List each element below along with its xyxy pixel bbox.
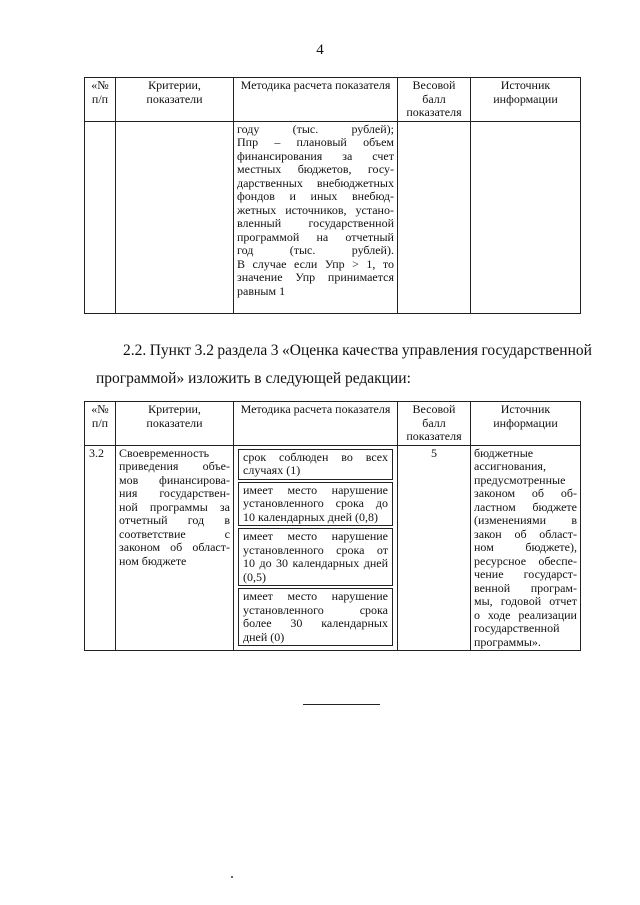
row-source xyxy=(471,445,581,651)
text-line: соответствие с xyxy=(119,526,230,541)
header-num: «№ п/п xyxy=(85,78,116,122)
text-line: (изменениями в xyxy=(474,513,577,527)
text-line: случаях (1) xyxy=(243,463,301,477)
text-line: 10 до 30 календарных дней xyxy=(243,556,388,570)
table-header-row xyxy=(85,78,581,122)
row-weight: 5 xyxy=(398,445,471,651)
text-line: дарственных внебюджетных xyxy=(237,175,394,190)
text-line: мы, годовой отчет xyxy=(474,594,577,608)
text-line: установленного срока до xyxy=(243,496,388,510)
text-line: году (тыс. рублей); xyxy=(237,121,394,136)
text-line: чение государст- xyxy=(474,567,577,581)
text-line: венной програм- xyxy=(474,580,577,595)
text-line: фондов и иных внебюд- xyxy=(237,189,394,203)
text-line: отчетный год в xyxy=(119,513,230,527)
cell-source xyxy=(471,121,581,313)
text-line: имеет место нарушение xyxy=(243,529,388,543)
text-line: срок соблюден во всех xyxy=(243,449,388,464)
cell-weight xyxy=(398,121,471,313)
header-weight: Весовой балл показателя xyxy=(398,78,471,122)
text-line: приведения объе- xyxy=(119,459,230,473)
method-option xyxy=(238,482,393,527)
header-source: Источник информации xyxy=(471,78,581,122)
row-method-options xyxy=(234,445,398,651)
method-continuation xyxy=(234,121,398,313)
text-line: ном бюджете xyxy=(119,553,187,568)
text-line: ния государствен- xyxy=(119,486,230,500)
text-line: ассигнования, xyxy=(474,459,546,473)
text-line: год (тыс. рублей). xyxy=(237,243,394,257)
header-criteria: Критерии, показатели xyxy=(116,402,234,446)
text-line: программы». xyxy=(474,634,541,649)
table-row xyxy=(85,445,581,651)
header-criteria: Критерии, показатели xyxy=(116,78,234,122)
header-method: Методика расчета показателя xyxy=(234,78,398,122)
text-line: В случае если Упр > 1, то xyxy=(237,256,394,271)
header-source: Источник информации xyxy=(471,402,581,446)
text-line: ластном бюджете xyxy=(474,499,577,514)
text-line: законом об об- xyxy=(474,486,577,500)
header-weight: Весовой балл показателя xyxy=(398,402,471,446)
row-number: 3.2 xyxy=(85,445,116,651)
text-line: ном бюджете), xyxy=(474,540,577,554)
table-header-row xyxy=(85,402,581,446)
text-line: финансирования за счет xyxy=(237,148,394,163)
method-option xyxy=(238,449,393,480)
paragraph-line-2: программой» изложить в следующей редакции: xyxy=(96,370,411,387)
page-number: 4 xyxy=(316,42,324,58)
text-line: имеет место нарушение xyxy=(243,589,388,603)
text-line: предусмотренные xyxy=(474,472,566,487)
text-line: дней (0) xyxy=(243,629,285,644)
text-line: местных бюджетов, госу- xyxy=(237,162,394,176)
scan-speck xyxy=(231,876,233,878)
header-method: Методика расчета показателя xyxy=(234,402,398,446)
text-line: значение Упр принимается xyxy=(237,270,394,284)
indicator-table-new xyxy=(84,401,581,651)
method-option xyxy=(238,588,393,646)
text-line: о ходе реализации xyxy=(474,607,577,622)
text-line: Ппр – плановый объем xyxy=(237,135,394,149)
amendment-paragraph xyxy=(96,337,592,393)
text-line: бюджетные xyxy=(474,445,534,460)
text-line: вленный государственной xyxy=(237,216,394,230)
text-line: более 30 календарных xyxy=(243,616,388,630)
paragraph-line-1: 2.2. Пункт 3.2 раздела 3 «Оценка качества управления государственной xyxy=(123,342,592,359)
cell-num xyxy=(85,121,116,313)
cell-criteria xyxy=(116,121,234,313)
text-line: жетных источников, устано- xyxy=(237,202,394,217)
text-line: государственной xyxy=(474,621,560,635)
text-line: законом об област- xyxy=(119,540,230,554)
text-line: (0,5) xyxy=(243,569,266,584)
row-criteria xyxy=(116,445,234,651)
indicator-table-continuation xyxy=(84,77,581,314)
text-line: равным 1 xyxy=(237,283,286,298)
header-num: «№ п/п xyxy=(85,402,116,446)
text-line: ресурсное обеспе- xyxy=(474,553,577,568)
text-line: ной программы за xyxy=(119,499,230,514)
text-line: установленного срока xyxy=(243,602,388,617)
method-option xyxy=(238,528,393,586)
text-line: имеет место нарушение xyxy=(243,482,388,497)
footer-rule xyxy=(303,704,380,705)
text-line: программой на отчетный xyxy=(237,229,394,244)
text-line: закон об област- xyxy=(474,526,577,541)
table-row xyxy=(85,121,581,313)
text-line: 10 календарных дней (0,8) xyxy=(243,509,378,524)
text-line: мов финансирова- xyxy=(119,472,230,487)
text-line: установленного срока от xyxy=(243,542,388,557)
text-line: Своевременность xyxy=(119,445,210,460)
